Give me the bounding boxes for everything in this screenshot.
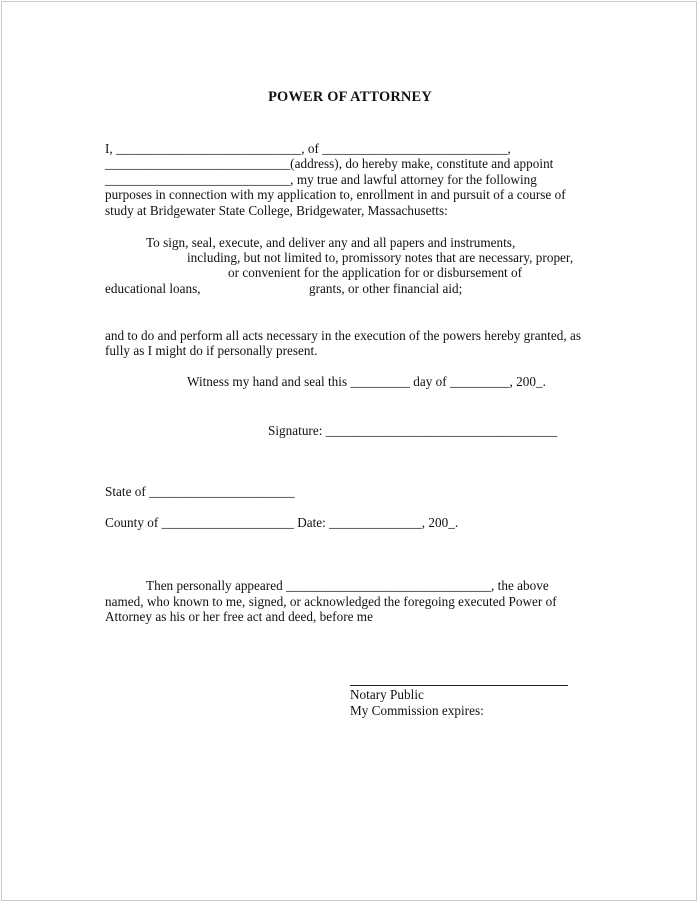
notary-title: Notary Public — [350, 687, 424, 702]
acts-line-1: and to do and perform all acts necessary in the execution of the powers hereby granted, as — [105, 328, 582, 343]
intro-line-1: I, ____________________________, of ____________________________, — [105, 141, 511, 156]
appearance-line-3: Attorney as his or her free act and deed, before me — [105, 609, 373, 624]
powers-line-4b: grants, or other financial aid; — [309, 281, 463, 296]
document-page — [1, 1, 697, 901]
powers-line-3: or convenient for the application for or disbursement of — [228, 265, 523, 280]
powers-line-2: including, but not limited to, promissory notes that are necessary, proper, — [187, 250, 574, 265]
notary-commission: My Commission expires: — [350, 703, 484, 718]
acts-line-2: fully as I might do if personally present. — [105, 343, 318, 358]
state-line: State of ______________________ — [105, 484, 295, 499]
county-date-line: County of ____________________ Date: ______________, 200_. — [105, 515, 459, 530]
notary-signature-rule — [350, 685, 568, 686]
signature-line: Signature: ___________________________________ — [268, 423, 558, 438]
intro-line-5: study at Bridgewater State College, Bridgewater, Massachusetts: — [105, 203, 448, 218]
powers-line-4a: educational loans, — [105, 281, 201, 296]
intro-line-2: ____________________________(address), do hereby make, constitute and appoint — [105, 156, 554, 171]
document-title: POWER OF ATTORNEY — [268, 89, 432, 105]
witness-line: Witness my hand and seal this _________ day of _________, 200_. — [187, 374, 546, 389]
intro-line-4: purposes in connection with my application to, enrollment in and pursuit of a course of — [105, 187, 566, 202]
appearance-line-2: named, who known to me, signed, or acknowledged the foregoing executed Power of — [105, 594, 557, 609]
intro-line-3: ____________________________, my true and lawful attorney for the following — [105, 172, 537, 187]
powers-line-1: To sign, seal, execute, and deliver any and all papers and instruments, — [146, 235, 516, 250]
appearance-line-1: Then personally appeared _______________________________, the above — [146, 578, 549, 593]
